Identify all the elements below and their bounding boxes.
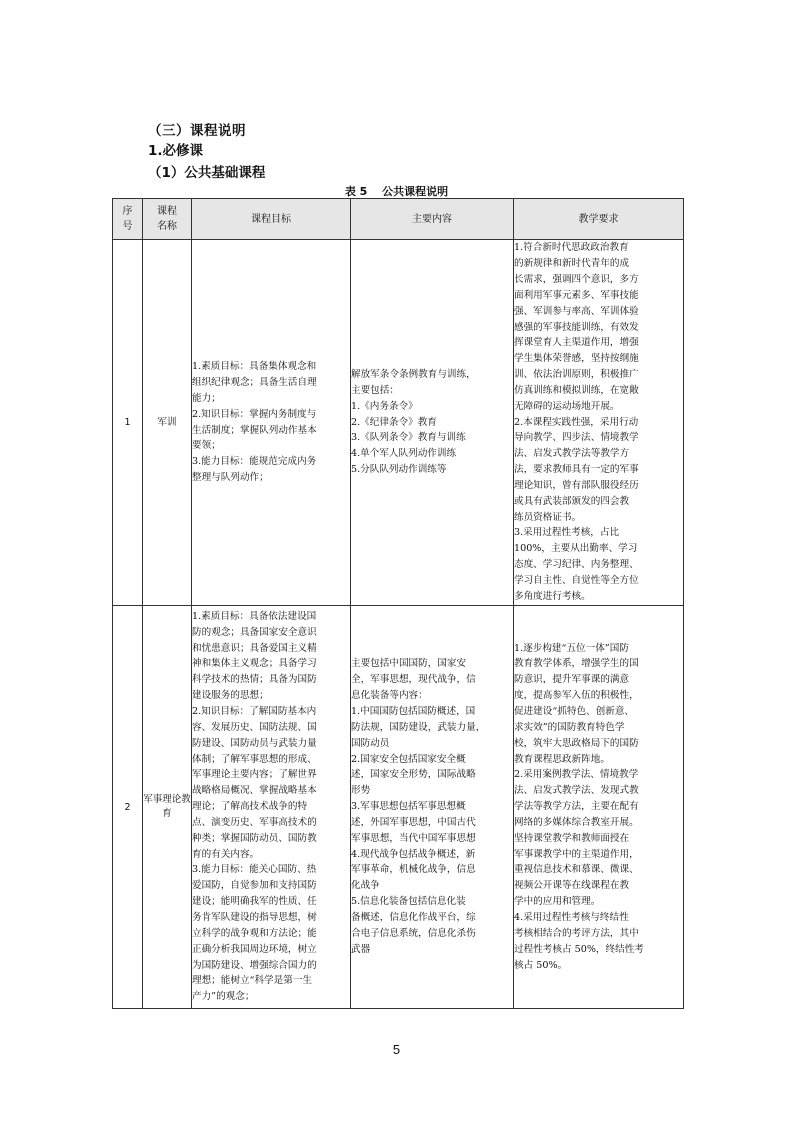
cell-line: 学习自主性、自觉性等全方位 bbox=[514, 575, 639, 587]
cell-line: 正确分析我国周边环境，树立 bbox=[192, 943, 317, 955]
cell-line: 校，筑牢大思政格局下的国防 bbox=[514, 737, 639, 749]
page-number: 5 bbox=[392, 1042, 401, 1057]
cell-line: 教育课程思政新阵地。 bbox=[514, 753, 610, 765]
cell-line: 立科学的战争观和方法论；能 bbox=[192, 927, 317, 939]
row-content bbox=[351, 606, 514, 1009]
cell-line: 要领； bbox=[192, 440, 221, 452]
header-content: 主要内容 bbox=[351, 199, 514, 240]
cell-line: 备概述，信息化作战平台，综 bbox=[351, 911, 476, 923]
cell-line: 国防动员 bbox=[351, 737, 390, 749]
cell-line: 2.采用案例教学法、情境教学 bbox=[514, 769, 639, 781]
cell-line: 述，外国军事思想，中国古代 bbox=[351, 816, 476, 828]
table-row bbox=[113, 240, 684, 606]
cell-line: 2.本课程实践性强，采用行动 bbox=[514, 416, 639, 428]
cell-line: 感强的军事技能训练，有效发 bbox=[514, 321, 639, 333]
cell-line: 1.逐步构建“五位一体”国防 bbox=[514, 642, 629, 654]
cell-line: 述，国家安全形势，国际战略 bbox=[351, 769, 476, 781]
subsubsection-title: （1）公共基础课程 bbox=[148, 165, 266, 181]
cell-line: 挥课堂育人主渠道作用，增强 bbox=[514, 337, 639, 349]
cell-line: 防的观念；具备国家安全意识 bbox=[192, 626, 317, 638]
cell-line: 重视信息技术和慕课、微课、 bbox=[514, 864, 639, 876]
cell-line: 4.现代战争包括战争概述，新 bbox=[351, 848, 476, 860]
header-index-line1: 序 bbox=[122, 206, 133, 217]
cell-line: 5.信息化装备包括信息化装 bbox=[351, 896, 466, 908]
cell-line: 练员资格证书。 bbox=[514, 511, 582, 523]
cell-line: 4.采用过程性考核与终结性 bbox=[514, 911, 629, 923]
header-name bbox=[143, 199, 192, 240]
cell-line: 的新规律和新时代青年的成 bbox=[514, 258, 630, 270]
cell-line: 2.国家安全包括国家安全概 bbox=[351, 753, 466, 765]
cell-line: 强、军训参与率高、军训体验 bbox=[514, 305, 639, 317]
cell-line: 解放军条令条例教育与训练， bbox=[351, 369, 476, 381]
table-row bbox=[113, 606, 684, 1009]
header-index bbox=[113, 199, 143, 240]
cell-line: 军事革命，机械化战争，信息 bbox=[351, 864, 476, 876]
cell-line: 科学技术的热情；具备为国防 bbox=[192, 674, 317, 686]
cell-line: 3.能力目标：能规范完成内务 bbox=[192, 456, 317, 468]
cell-line: 育的有关内容。 bbox=[192, 848, 260, 860]
cell-line: 务肯军队建设的指导思想，树 bbox=[192, 911, 317, 923]
cell-line: 和忧患意识；具备爱国主义精 bbox=[192, 642, 317, 654]
cell-line: 点、演变历史、军事高技术的 bbox=[192, 816, 317, 828]
cell-line: 网络的多媒体综合教室开展。 bbox=[514, 816, 639, 828]
cell-line: 度，提高参军入伍的积极性， bbox=[514, 690, 639, 702]
cell-line: 无障碍的运动场地开展。 bbox=[514, 400, 620, 412]
cell-line: 全，军事思想，现代战争，信 bbox=[351, 674, 476, 686]
cell-line: 求实效”的国防教育特色学 bbox=[514, 721, 625, 733]
header-name-line2: 名称 bbox=[157, 221, 177, 232]
row-index: 2 bbox=[113, 606, 143, 1009]
row-goals bbox=[192, 606, 351, 1009]
cell-line: 主要包括： bbox=[351, 384, 399, 396]
cell-line: 主要包括中国国防，国家安 bbox=[351, 658, 467, 670]
cell-line: 长需求，强调四个意识，多方 bbox=[514, 273, 639, 285]
course-table bbox=[112, 198, 684, 1009]
cell-line: 军事思想，当代中国军事思想 bbox=[351, 832, 476, 844]
cell-line: 2.知识目标：了解国防基本内 bbox=[192, 706, 317, 718]
row-content bbox=[351, 240, 514, 606]
cell-line: 形势 bbox=[351, 785, 371, 797]
cell-line: 100%，主要从出勤率、学习 bbox=[514, 543, 638, 555]
cell-line: 神和集体主义观念；具备学习 bbox=[192, 658, 317, 670]
cell-line: 体制；了解军事思想的形成、 bbox=[192, 753, 317, 765]
cell-line: 学生集体荣誉感，坚持按纲施 bbox=[514, 353, 639, 365]
cell-line: 学中的应用和管理。 bbox=[514, 896, 601, 908]
cell-line: 3.能力目标：能关心国防、热 bbox=[192, 864, 317, 876]
cell-line: 3.采用过程性考核，占比 bbox=[514, 527, 620, 539]
table-header-row bbox=[113, 199, 684, 240]
cell-line: 核占 50%。 bbox=[514, 959, 568, 971]
row-course-name: 军训 bbox=[143, 240, 192, 606]
cell-line: 能力； bbox=[192, 392, 221, 404]
cell-line: 多角度进行考核。 bbox=[514, 590, 591, 602]
cell-line: 面利用军事元素多、军事技能 bbox=[514, 289, 639, 301]
cell-line: 视频公开课等在线课程在教 bbox=[514, 880, 630, 892]
cell-line: 考核相结合的考评方法，其中 bbox=[514, 927, 639, 939]
cell-line: 为国防建设、增强综合国力的 bbox=[192, 959, 317, 971]
cell-line: 仿真训练和模拟训练，在宽敞 bbox=[514, 384, 639, 396]
cell-line: 3.《队列条令》教育与训练 bbox=[351, 432, 466, 444]
cell-line: 1.素质目标：具备依法建设国 bbox=[192, 610, 317, 622]
cell-line: 组织纪律观念；具备生活自理 bbox=[192, 376, 317, 388]
cell-line: 种类；掌握国防动员、国防教 bbox=[192, 832, 317, 844]
cell-line: 训、依法治训原则，积极推广 bbox=[514, 369, 639, 381]
cell-line: 建设服务的思想； bbox=[192, 690, 269, 702]
cell-line: 军事课教学中的主渠道作用， bbox=[514, 848, 639, 860]
cell-line: 1.符合新时代思政政治教育 bbox=[514, 242, 629, 254]
header-goals: 课程目标 bbox=[192, 199, 351, 240]
cell-line: 容、发展历史、国防法规、国 bbox=[192, 721, 317, 733]
cell-line: 坚持课堂教学和教师面授在 bbox=[514, 832, 630, 844]
header-requirements: 教学要求 bbox=[514, 199, 684, 240]
cell-line: 5.分队队列动作训练等 bbox=[351, 464, 447, 476]
cell-line: 爱国防，自觉参加和支持国防 bbox=[192, 880, 317, 892]
subsection-title: 1.必修课 bbox=[148, 143, 204, 159]
cell-line: 或具有武装部颁发的四会教 bbox=[514, 495, 630, 507]
cell-line: 教育教学体系，增强学生的国 bbox=[514, 658, 639, 670]
cell-line: 4.单个军人队列动作训练 bbox=[351, 448, 457, 460]
cell-line: 防建设、国防动员与武装力量 bbox=[192, 737, 317, 749]
cell-line: 战略格局概况、掌握战略基本 bbox=[192, 785, 317, 797]
cell-line: 武器 bbox=[351, 943, 371, 955]
cell-line: 防法规，国防建设，武装力量， bbox=[351, 721, 486, 733]
cell-line: 1.中国国防包括国防概述，国 bbox=[351, 706, 476, 718]
cell-line: 生活制度；掌握队列动作基本 bbox=[192, 424, 317, 436]
cell-line: 过程性考核占 50%，终结性考 bbox=[514, 943, 644, 955]
row-index: 1 bbox=[113, 240, 143, 606]
cell-line: 合电子信息系统，信息化杀伤 bbox=[351, 927, 476, 939]
cell-line: 产力”的观念； bbox=[192, 991, 255, 1003]
row-course-name: 军事理论教育 bbox=[143, 606, 192, 1009]
cell-line: 态度、学习纪律、内务整理、 bbox=[514, 559, 639, 571]
header-index-line2: 号 bbox=[122, 221, 133, 232]
cell-line: 息化装备等内容： bbox=[351, 690, 428, 702]
cell-line: 理论；了解高技术战争的特 bbox=[192, 801, 308, 813]
cell-line: 2.知识目标：掌握内务制度与 bbox=[192, 408, 317, 420]
cell-line: 2.《纪律条令》教育 bbox=[351, 416, 437, 428]
cell-line: 化战争 bbox=[351, 880, 380, 892]
cell-line: 1.素质目标：具备集体观念和 bbox=[192, 361, 317, 373]
cell-line: 建设；能明确我军的性质、任 bbox=[192, 896, 317, 908]
row-goals bbox=[192, 240, 351, 606]
cell-line: 理想；能树立“科学是第一生 bbox=[192, 975, 313, 987]
table-caption: 表 5 公共课程说明 bbox=[344, 185, 449, 198]
cell-line: 学法等教学方法，主要在配有 bbox=[514, 801, 639, 813]
cell-line: 军事理论主要内容；了解世界 bbox=[192, 769, 317, 781]
cell-line: 整理与队列动作； bbox=[192, 472, 269, 484]
header-name-line1: 课程 bbox=[157, 206, 177, 217]
cell-line: 理论知识，曾有部队服役经历 bbox=[514, 479, 639, 491]
section-title: （三）课程说明 bbox=[148, 123, 246, 139]
cell-line: 1.《内务条令》 bbox=[351, 400, 418, 412]
row-requirements bbox=[514, 606, 684, 1009]
cell-line: 法、启发式教学法、发现式教 bbox=[514, 785, 639, 797]
cell-line: 促进建设“抓特色、创新意、 bbox=[514, 706, 635, 718]
cell-line: 防意识，提升军事课的满意 bbox=[514, 674, 630, 686]
cell-line: 法，要求教师具有一定的军事 bbox=[514, 464, 639, 476]
cell-line: 导向教学、四步法、情境教学 bbox=[514, 432, 639, 444]
row-requirements bbox=[514, 240, 684, 606]
cell-line: 法、启发式教学法等教学方 bbox=[514, 448, 630, 460]
cell-line: 3.军事思想包括军事思想概 bbox=[351, 801, 466, 813]
